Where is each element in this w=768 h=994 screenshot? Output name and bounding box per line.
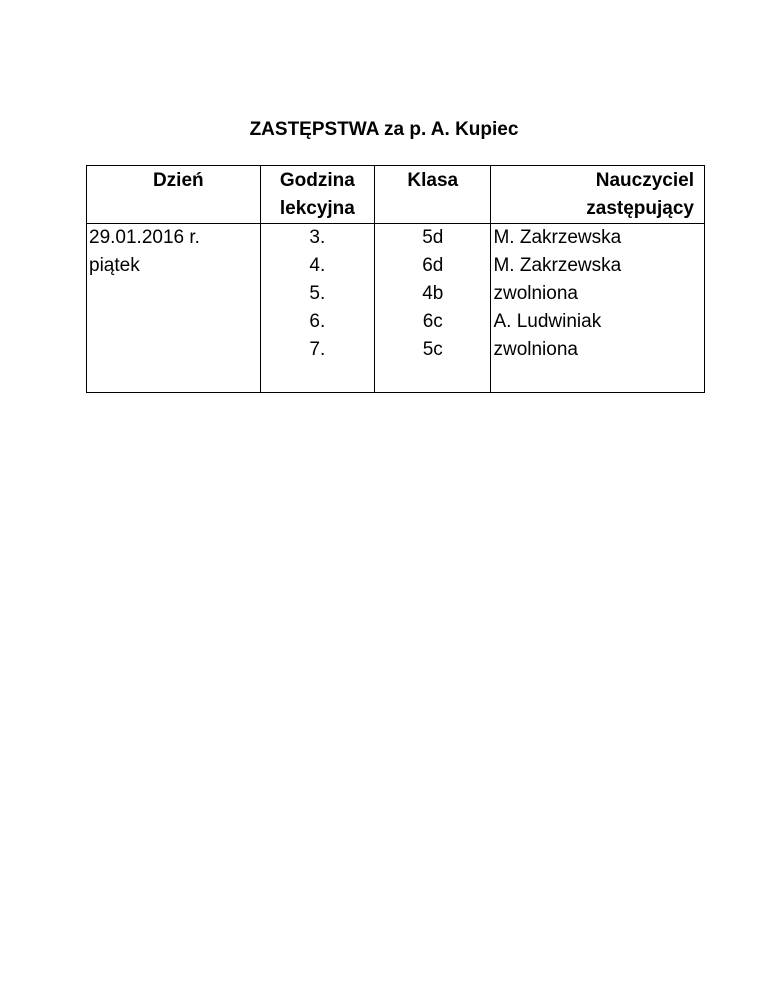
page-title: ZASTĘPSTWA za p. A. Kupiec <box>249 119 519 140</box>
header-teacher-line2: zastępujący <box>586 198 694 219</box>
header-day <box>87 166 261 224</box>
hour-cell <box>260 224 374 393</box>
table-header-row <box>87 166 705 224</box>
class-value: 6d <box>422 255 444 276</box>
hour-value: 6. <box>309 311 326 332</box>
header-teacher-line1: Nauczyciel <box>595 170 694 191</box>
teacher-value: zwolniona <box>493 283 578 304</box>
header-teacher <box>491 166 705 224</box>
day-weekday: piątek <box>89 255 140 276</box>
header-hour-line1: Godzina <box>279 170 355 191</box>
class-value: 4b <box>422 283 444 304</box>
teacher-value: M. Zakrzewska <box>493 255 622 276</box>
header-hour-line2: lekcyjna <box>279 198 355 219</box>
hour-value: 4. <box>309 255 326 276</box>
teacher-value: M. Zakrzewska <box>493 227 622 248</box>
class-value: 5d <box>422 227 444 248</box>
hour-value: 5. <box>309 283 326 304</box>
day-date: 29.01.2016 r. <box>89 227 200 248</box>
hour-value: 3. <box>309 227 326 248</box>
header-hour <box>260 166 374 224</box>
header-day-label: Dzień <box>152 170 204 191</box>
class-value: 6c <box>422 311 443 332</box>
substitutions-table <box>86 165 705 393</box>
teacher-value: A. Ludwiniak <box>493 311 602 332</box>
teacher-cell <box>491 224 705 393</box>
table-row <box>87 224 705 393</box>
class-cell <box>375 224 491 393</box>
header-class-label: Klasa <box>407 170 459 191</box>
teacher-value: zwolniona <box>493 339 578 360</box>
class-value: 5c <box>422 339 443 360</box>
hour-value: 7. <box>309 339 326 360</box>
header-class <box>375 166 491 224</box>
day-cell <box>87 224 261 393</box>
